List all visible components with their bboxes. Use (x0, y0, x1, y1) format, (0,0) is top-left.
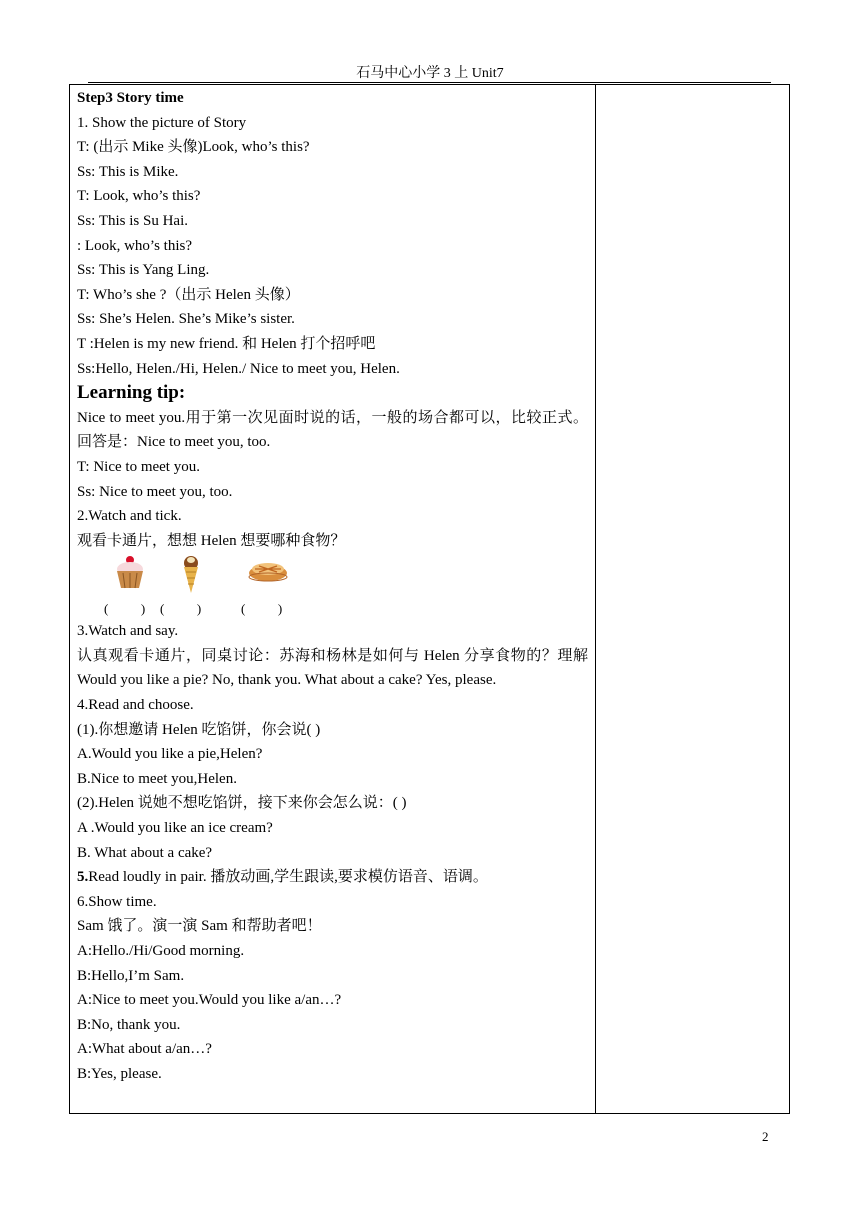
text-line: A:Nice to meet you.Would you like a/an…? (77, 992, 342, 1009)
text-line: Ss: She’s Helen. She’s Mike’s sister. (77, 311, 295, 328)
page-header: 石马中心小学 3 上 Unit7 (356, 66, 504, 81)
text-line: T: (出示 Mike 头像)Look, who’s this? (77, 139, 310, 156)
text-line: Sam 饿了。演一演 Sam 和帮助者吧！ (77, 918, 322, 935)
text-line: A.Would you like a pie,Helen? (77, 746, 263, 763)
text-line: Ss: This is Yang Ling. (77, 262, 210, 279)
text-line: 6.Show time. (77, 893, 157, 910)
header-rule (88, 82, 771, 83)
text-line: B:No, thank you. (77, 1016, 181, 1033)
text-line: Ss: This is Mike. (77, 163, 179, 180)
text-line: A .Would you like an ice cream? (77, 820, 273, 837)
text-line: Ss:Hello, Helen./Hi, Helen./ Nice to meet you, Helen. (77, 360, 400, 377)
text-line: T: Nice to meet you. (77, 458, 200, 475)
text-line: (2).Helen 说她不想吃馅饼，接下来你会怎么说：( ) (77, 795, 407, 812)
pie-icon (247, 555, 289, 594)
text-line: A:Hello./Hi/Good morning. (77, 943, 245, 959)
answer-blank[interactable]: ( ) (160, 601, 202, 617)
text-line: Ss: Nice to meet you, too. (77, 483, 233, 500)
step5-text: Read loudly in pair. 播放动画,学生跟读,要求模仿语音、语调。 (88, 869, 488, 886)
food-pictures (77, 553, 588, 593)
watch-say-text: 认真观看卡通片，同桌讨论：苏海和杨林是如何与 Helen 分享食物的？理解 Would you like a pie? No, thank you. What about a cake? Yes, please. (77, 647, 588, 689)
text-line: B. What about a cake? (77, 844, 213, 861)
step-title: Step3 Story time (77, 90, 184, 106)
text-line: 3.Watch and say. (77, 623, 179, 640)
step5-number: 5. (77, 869, 89, 886)
page-number: 2 (762, 1129, 769, 1144)
learning-tip-text: Nice to meet you.用于第一次见面时说的话，一般的场合都可以，比较正式。回答是：Nice to meet you, too. (77, 409, 588, 451)
lesson-content (77, 86, 588, 1087)
text-line: 观看卡通片，想想 Helen 想要哪种食物？ (77, 532, 346, 549)
answer-parentheses (77, 593, 588, 619)
text-line: B:Yes, please. (77, 1065, 162, 1082)
text-line: 4.Read and choose. (77, 697, 194, 714)
text-line: (1).你想邀请 Helen 吃馅饼，你会说( ) (77, 721, 321, 738)
answer-blank[interactable]: ( ) (241, 601, 283, 617)
step5-line (77, 865, 588, 890)
text-line: T :Helen is my new friend. 和 Helen 打个招呼吧 (77, 335, 376, 352)
text-line: 1. Show the picture of Story (77, 114, 247, 131)
answer-blank[interactable]: ( ) (104, 601, 146, 617)
text-line: A:What about a/an…? (77, 1041, 212, 1058)
text-line: 2.Watch and tick. (77, 508, 182, 525)
text-line: T: Who’s she ?（出示 Helen 头像） (77, 286, 300, 303)
column-divider (595, 84, 596, 1114)
text-line: Ss: This is Su Hai. (77, 212, 188, 229)
text-line: B:Hello,I’m Sam. (77, 967, 185, 984)
learning-tip-title: Learning tip: (77, 382, 186, 404)
text-line: T: Look, who’s this? (77, 188, 201, 205)
text-line: B.Nice to meet you,Helen. (77, 770, 237, 787)
text-line: : Look, who’s this? (77, 237, 192, 254)
